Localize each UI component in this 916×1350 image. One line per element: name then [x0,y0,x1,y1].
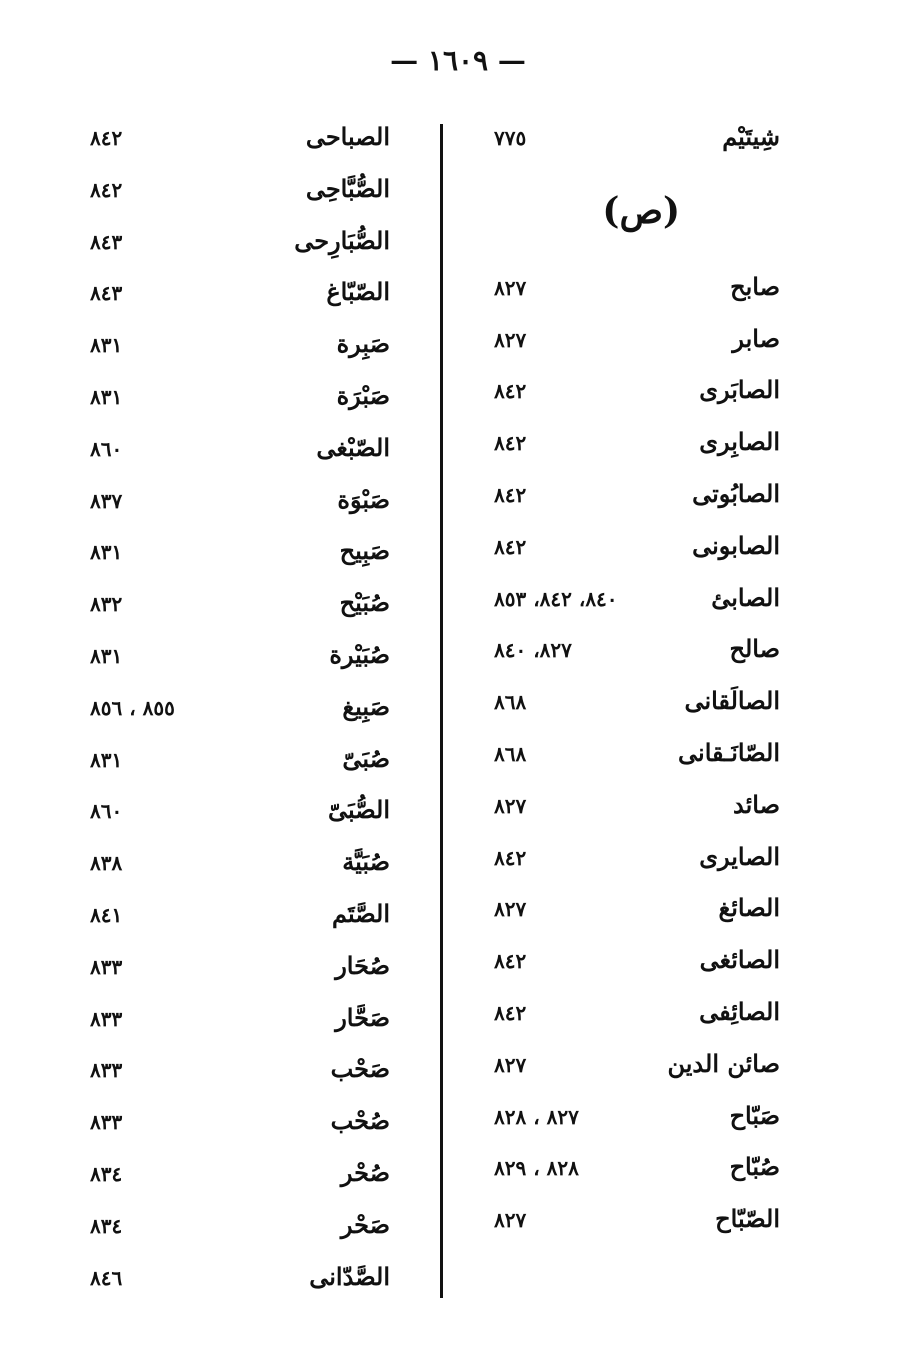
index-entry [80,273,390,325]
entry-word: صُبَيْح [339,588,390,618]
entry-word: صُبّاح [729,1152,780,1182]
entry-pages: ٨٣٣ [90,1110,123,1135]
entry-word: صابح [730,271,780,301]
entry-pages: ٨٤٢ [90,177,123,202]
entry-word: صُبَىّ [342,743,390,773]
entry-pages: ٨٢٧ [494,1052,527,1077]
index-entry [80,222,390,274]
entry-word: شِيتَيْم [722,122,780,151]
entry-pages: ٨٢٧ [494,327,527,352]
index-entry [480,1097,780,1149]
entry-pages: ٨٤٢ [494,379,527,404]
entry-pages: ٨٤٢ [494,1000,527,1025]
entry-word: صَبِيح [339,536,390,566]
entry-word: صَبْوَة [337,484,390,514]
page-number: — ١٦٠٩ — [390,44,526,77]
entry-pages: ٨٢٧ [494,793,527,818]
entry-word: صَحَّار [335,1002,390,1032]
entry-word: صالح [729,634,780,664]
entry-pages: ٨٣٨ [90,851,123,876]
index-entry [80,999,390,1051]
index-entry [480,423,780,475]
entry-pages: ٨٦٨ [494,690,527,715]
entry-word: الصُّبَّاحِى [305,173,390,203]
index-entry [80,740,390,792]
index-entry [480,527,780,579]
index-entry [80,1258,390,1310]
entry-pages: ٨٢٨ ، ٨٢٩ [494,1156,579,1181]
index-entry [480,1148,780,1200]
index-entry [480,630,780,682]
entry-word: صَبِيغ [342,691,390,721]
entry-pages: ٨٣٣ [90,1006,123,1031]
index-entry [480,579,780,631]
entry-pages: ٨٤٣ [90,229,123,254]
index-entry [480,371,780,423]
entry-pages: ٨٢٧، ٨٤٠ [494,638,572,663]
entry-pages: ٨٤٢ [494,845,527,870]
entry-pages: ٨٣٤ [90,1161,123,1186]
entry-pages: ٨٦٠ [90,799,123,824]
entry-word: الصَّدّانى [309,1261,390,1291]
section-letter: (ص) [602,189,680,232]
index-entry [80,170,390,222]
index-entry [480,838,780,890]
entry-pages: ٨٦٨ [494,741,527,766]
index-entry [480,682,780,734]
index-entries-right [480,268,780,1252]
entry-pages: ٨٤٢ [90,126,123,150]
entry-word: الصَّتَم [331,898,390,928]
entry-word: صُحْر [340,1157,390,1187]
index-entry [480,268,780,320]
index-entry [80,325,390,377]
entry-word: صابر [732,323,780,353]
entry-pages: ٨٣٣ [90,954,123,979]
index-column-left [80,118,390,1309]
index-entry [80,1154,390,1206]
entry-word: الصائِفى [699,996,780,1026]
entry-word: صَبْرَة [336,380,390,410]
entry-pages: ٨٢٧ [494,275,527,300]
index-entry [80,947,390,999]
entry-word: الصّبْغى [316,432,390,462]
entry-word: صَبِرة [336,329,390,359]
column-divider [440,124,443,1298]
index-entry [80,636,390,688]
entry-word: الصايرى [699,841,780,871]
index-entry [80,791,390,843]
index-entry [80,1102,390,1154]
entry-pages: ٨٦٠ [90,436,123,461]
entry-word: الصّانَـقانى [678,737,780,767]
entry-pages: ٨٤٢ [494,949,527,974]
index-entry [80,429,390,481]
entry-pages: ٨٤٦ [90,1265,123,1290]
entry-word: صُبَيْرة [329,639,390,669]
index-entry [480,941,780,993]
entry-word: الصابَرى [699,375,780,405]
entry-pages: ٨٣٣ [90,1058,123,1083]
entry-word: الصابِرى [699,427,780,457]
index-entry [80,843,390,895]
index-entry [480,1200,780,1252]
entry-pages: ٨٥٥ ، ٨٥٦ [90,695,175,720]
index-entry [480,1045,780,1097]
entry-word: الصالَقانى [684,686,780,716]
index-entry [80,118,390,170]
entry-word: الصّبّاغ [326,277,390,307]
entry-word: الصائغى [699,945,780,975]
index-entry [80,377,390,429]
entry-word: الصابُوتى [692,478,780,508]
entry-pages: ٧٧٥ [494,126,527,150]
entry-pages: ٨٤٢ [494,482,527,507]
entry-pages: ٨٣٧ [90,488,123,513]
entry-pages: ٨٣١ [90,384,123,409]
entry-pages: ٨٤٢ [494,431,527,456]
index-entry [480,475,780,527]
index-entry [80,688,390,740]
entry-word: صائن الدين [667,1048,780,1078]
entry-pages: ٨٣١ [90,333,123,358]
index-entry [480,786,780,838]
entry-word: صَحْب [330,1054,390,1084]
entry-word: الصابونى [692,530,780,560]
entry-pages: ٨٣١ [90,747,123,772]
entry-word: الصُّبَىّ [327,795,390,825]
index-entry [480,993,780,1045]
entry-pages: ٨٤٠، ٨٤٢، ٨٥٣ [494,586,618,611]
entry-pages: ٨٤٣ [90,281,123,306]
entry-word: الصائغ [718,893,780,923]
index-entries-left [80,118,390,1309]
entry-word: صَبّاح [729,1100,780,1130]
entry-pages: ٨٤٢ [494,534,527,559]
index-entry [80,895,390,947]
entry-pages: ٨٢٧ [494,1208,527,1233]
index-entry [480,889,780,941]
index-entry [480,118,780,170]
index-entry [480,734,780,786]
entry-word: الصباحى [305,122,390,151]
entry-word: صائد [733,789,780,819]
index-entry [80,1050,390,1102]
entry-pages: ٨٣١ [90,643,123,668]
entry-pages: ٨٣٢ [90,592,123,617]
entry-word: الصابئ [711,582,780,612]
entry-word: الصُّبَارِحى [294,225,390,255]
index-entry [80,1206,390,1258]
index-column-right [480,118,780,1252]
index-entry [80,481,390,533]
entry-word: صَحْر [340,1209,390,1239]
entry-pages: ٨٢٧ [494,897,527,922]
entry-word: صُحَار [335,950,390,980]
index-entry [80,532,390,584]
index-entry [480,320,780,372]
entry-pages: ٨٤١ [90,902,123,927]
index-entry [80,584,390,636]
section-header [480,170,780,268]
entry-pages: ٨٣٤ [90,1213,123,1238]
entry-pages: ٨٣١ [90,540,123,565]
entry-word: صُبَيَّة [342,847,390,877]
entry-word: صُحْب [330,1106,390,1136]
entry-pages: ٨٢٧ ، ٨٢٨ [494,1104,579,1129]
entry-word: الصّبّاح [715,1204,780,1234]
